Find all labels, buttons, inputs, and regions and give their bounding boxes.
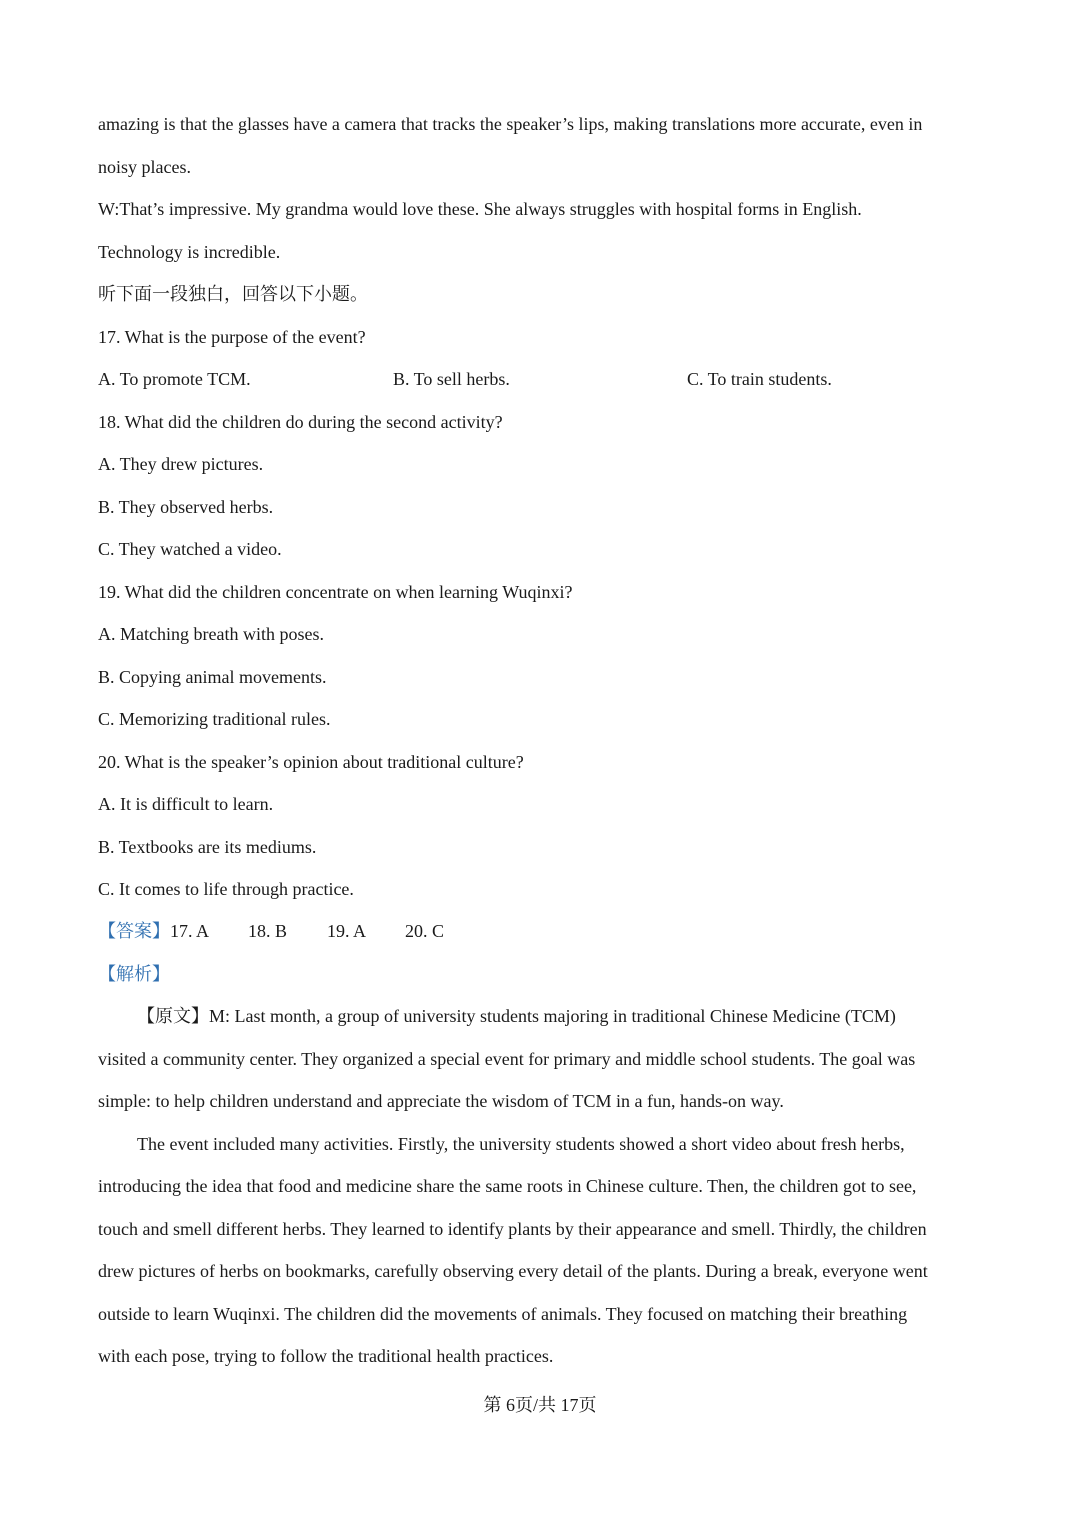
passage-line: The event included many activities. Firstly, the university students showed a short video about fresh herbs, (137, 1134, 905, 1154)
q19-option-a: A. Matching breath with poses. (98, 624, 324, 644)
answer-line (98, 919, 444, 943)
passage-line: visited a community center. They organized a special event for primary and middle school students. The goal was (98, 1049, 916, 1069)
q20-option-c: C. It comes to life through practice. (98, 879, 354, 899)
q18-option-b: B. They observed herbs. (98, 497, 274, 517)
answer-item: 19. A (327, 921, 367, 941)
passage-line: outside to learn Wuqinxi. The children did the movements of animals. They focused on matching their breathing (98, 1304, 908, 1324)
answer-item: 17. A (170, 921, 210, 941)
question-18: 18. What did the children do during the second activity? (98, 412, 503, 432)
passage-line: introducing the idea that food and medicine share the same roots in Chinese culture. Then, the children got to see, (98, 1176, 917, 1196)
q18-option-a: A. They drew pictures. (98, 454, 264, 474)
q20-option-b: B. Textbooks are its mediums. (98, 837, 317, 857)
passage-line: simple: to help children understand and appreciate the wisdom of TCM in a fun, hands-on way. (98, 1091, 784, 1111)
answer-item: 20. C (405, 921, 445, 941)
passage-line: touch and smell different herbs. They learned to identify plants by their appearance and smell. Thirdly, the children (98, 1219, 927, 1239)
q19-option-b: B. Copying animal movements. (98, 667, 327, 687)
question-20: 20. What is the speaker’s opinion about traditional culture? (98, 752, 524, 772)
text-line: amazing is that the glasses have a camera that tracks the speaker’s lips, making translations more accurate, even in (98, 114, 923, 134)
q17-option-b: B. To sell herbs. (393, 369, 510, 389)
text-line: Technology is incredible. (98, 242, 281, 262)
question-19: 19. What did the children concentrate on when learning Wuqinxi? (98, 582, 573, 602)
text-line: W:That’s impressive. My grandma would love these. She always struggles with hospital forms in English. (98, 199, 862, 219)
analysis-label: 【解析】 (98, 964, 170, 984)
answer-item: 18. B (248, 921, 288, 941)
passage-line: drew pictures of herbs on bookmarks, carefully observing every detail of the plants. During a break, everyone went (98, 1261, 928, 1281)
q17-option-c: C. To train students. (687, 369, 832, 389)
q20-option-a: A. It is difficult to learn. (98, 794, 274, 814)
passage-line: with each pose, trying to follow the traditional health practices. (98, 1346, 554, 1366)
text-line: noisy places. (98, 157, 191, 177)
question-17: 17. What is the purpose of the event? (98, 327, 366, 347)
page-footer: 第 6页/共 17页 (483, 1395, 597, 1415)
passage-line: 【原文】M: Last month, a group of university students majoring in traditional Chinese Medicine (TCM) (137, 1006, 896, 1026)
section-instruction: 听下面一段独白，回答以下小题。 (98, 284, 368, 304)
q19-option-c: C. Memorizing traditional rules. (98, 709, 331, 729)
q17-option-a: A. To promote TCM. (98, 369, 251, 389)
q18-option-c: C. They watched a video. (98, 539, 282, 559)
answer-label: 【答案】 (98, 921, 170, 941)
